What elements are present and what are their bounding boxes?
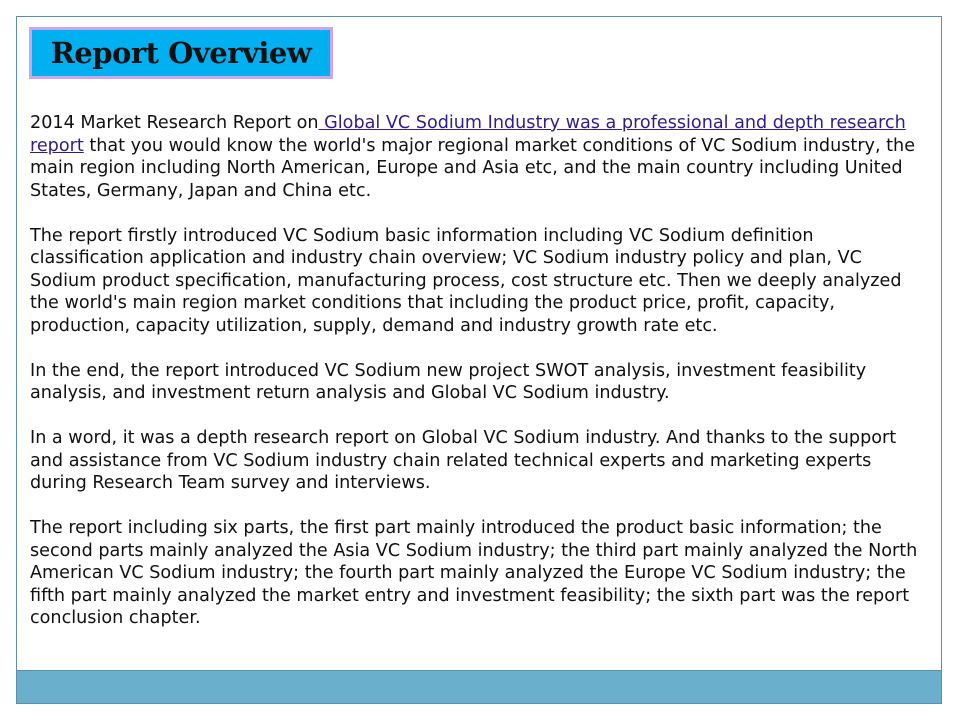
intro-prefix: 2014 Market Research Report on bbox=[30, 113, 319, 133]
report-body bbox=[30, 112, 930, 652]
title-box bbox=[29, 27, 333, 79]
page-title: Report Overview bbox=[50, 36, 312, 70]
slide bbox=[16, 16, 942, 704]
report-link[interactable]: Global VC Sodium Industry was a professional and depth research report bbox=[30, 113, 906, 156]
paragraph-basic-info: The report firstly introduced VC Sodium basic information including VC Sodium definition classification application and industry chain overview; VC Sodium industry policy and plan, VC Sodium product specification, manufacturing process, cost structure etc. Then we deeply analyzed the world's main region market conditions that including the product price, profit, capacity, production, capacity utilization, supply, demand and industry growth rate etc. bbox=[30, 225, 902, 336]
paragraph-intro bbox=[30, 112, 930, 202]
intro-suffix: that you would know the world's major regional market conditions of VC Sodium industry, the main region including North American, Europe and Asia etc, and the main country including United States, Germany, Japan and China etc. bbox=[30, 135, 916, 201]
paragraph-summary: In a word, it was a depth research report on Global VC Sodium industry. And thanks to the support and assistance from VC Sodium industry chain related technical experts and marketing experts during Research Team survey and interviews. bbox=[30, 428, 897, 493]
paragraph-structure: The report including six parts, the first part mainly introduced the product basic information; the second parts mainly analyzed the Asia VC Sodium industry; the third part mainly analyzed the North American VC Sodium industry; the fourth part mainly analyzed the Europe VC Sodium industry; the fifth part mainly analyzed the market entry and investment feasibility; the sixth part was the report conclusion chapter. bbox=[30, 518, 918, 628]
footer-bar bbox=[17, 670, 941, 703]
paragraph-swot: In the end, the report introduced VC Sodium new project SWOT analysis, investment feasibility analysis, and investment return analysis and Global VC Sodium industry. bbox=[30, 360, 867, 403]
